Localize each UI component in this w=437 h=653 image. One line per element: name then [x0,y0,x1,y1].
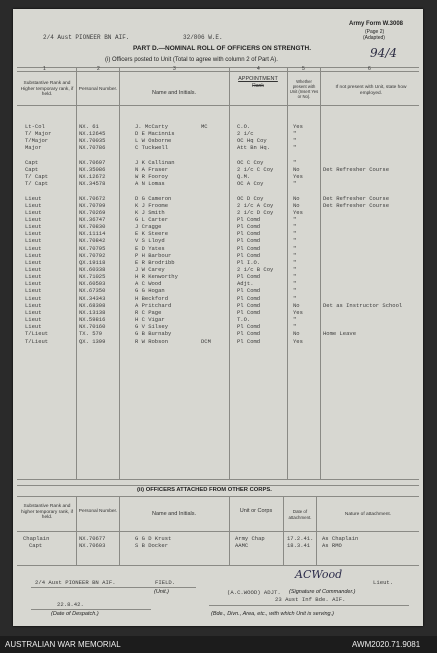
officer-number: NX.12645 [79,130,106,138]
s2-head-nature: Nature of attachment. [344,512,392,517]
col-num-4: 4 [257,66,260,72]
officer-appointment: Pl Comd [237,230,261,238]
despatch-label: (Date of Despatch.) [51,611,99,617]
officer-present: " [293,258,297,266]
officer-name: E D Yates [135,244,165,252]
s2-name: G G D Krust [135,535,172,542]
officer-appointment: Q.M. [237,173,251,181]
officer-number: NX.13138 [79,308,106,316]
officer-name: V S Lloyd [135,237,165,245]
officer-name: W R Fooroy [135,173,169,181]
col-num-3: 3 [173,66,176,72]
col-head-name: Name and Initials. [151,90,197,96]
officer-appointment: OC C Coy [237,158,264,166]
officer-number: QX. 1399 [79,337,106,345]
officer-appointment: OC A Coy [237,180,264,188]
s2-divider-1 [76,496,77,565]
officer-present: Yes [293,123,303,130]
officer-present: Yes [293,208,303,216]
officer-name: J K Callinan [135,158,175,166]
officer-appointment: Pl Comd [237,273,261,281]
col-head-not-present: If not present with Unit, state how employed. [335,85,407,96]
officer-name: E R Brodribb [135,258,175,266]
unit-header: 2/4 Aust PIONEER BN AIF. [43,34,130,41]
officer-present: " [293,144,297,152]
officer-number: NX.60338 [79,266,106,273]
officer-rank: Lieut [25,194,42,202]
officer-row [13,338,423,346]
s2-head-name: Name and Initials. [151,511,197,517]
s2-head-no: Personal Number. [78,509,118,514]
officer-appointment: Pl Comd [237,223,261,231]
officer-name: C Tuckwell [135,144,169,152]
s2-date: 17.2.41. [287,535,314,542]
officer-name: R W Robson [135,337,169,345]
s2-divider-4 [283,496,284,565]
officer-appointment: T.O. [237,316,251,324]
officer-appointment: Pl Comd [237,323,261,331]
officer-number: NX.59816 [79,316,106,324]
officer-name: G L Carter [135,215,169,223]
table-top-rule [17,67,419,68]
officer-number: NX.68308 [79,301,106,309]
officer-name: A N Lomas [135,180,165,188]
officer-present: No [293,201,300,209]
table-numbers-rule [17,71,419,72]
officer-appointment: Pl Comd [237,215,261,223]
handwritten-mark: 94/4 [370,46,397,60]
officer-present: Yes [293,308,303,316]
officer-appointment: Adjt. [237,280,254,288]
section2-top-rule [17,485,419,486]
table-bottom-rule [17,479,419,480]
signature-label: (Signature of Commander.) [289,589,356,595]
officer-number: NX.60503 [79,280,106,288]
officer-appointment: Pl Comd [237,237,261,245]
officer-rank: Lieut [25,223,42,231]
officer-number: TX. 579 [79,330,103,338]
sign-field: FIELD. [155,579,176,586]
officer-name: G G Hogan [135,287,165,295]
officer-number: NX.70672 [79,194,106,202]
officer-name: D E Macinnis [135,130,175,138]
officer-number: NX.70269 [79,208,106,216]
officer-employment: Home Leave [323,330,357,338]
table-header-rule [17,105,419,106]
officer-name: J. McCarty [135,123,169,130]
despatch-line [31,609,151,610]
section2-head-bottom [17,531,419,532]
s2-head-unit: Unit or Corps [239,508,273,514]
sign-officer: (A.C.WOOD) ADJT. [227,589,281,596]
officer-name: N A Fraser [135,165,169,173]
officer-rank: Lieut [25,280,42,288]
officer-rank: Lieut [25,244,42,252]
officer-number: NX.70830 [79,223,106,231]
officer-number: NX. 61 [79,123,99,130]
section1-title: (i) Officers posted to Unit (Total to agree with column 2 of Part A). [105,57,278,63]
page-note: (Page 2) [365,29,385,35]
col-num-1: 1 [43,66,46,72]
officer-number: NX.70792 [79,251,106,259]
officer-present: " [293,158,297,166]
officer-present: " [293,251,297,259]
officer-rank: Major [25,144,42,152]
officer-appointment: 2 i/c B Coy [237,266,274,273]
officer-present: No [293,330,300,338]
part-title: PART D.—NOMINAL ROLL OF OFFICERS ON STRENGTH. [133,45,312,52]
s2-unit: Army Chap [235,535,265,542]
officer-rank: Lieut [25,316,42,324]
officer-rank: Lt-Col [25,123,45,130]
officer-name: H R Kenworthy [135,273,178,281]
s2-rank: Chaplain [23,535,50,542]
unit-label: (Unit.) [154,589,169,595]
officer-number: NX.12672 [79,173,106,181]
officer-employment: Det Refresher Course [323,194,390,202]
officer-rank: Lieut [25,230,42,238]
officer-name: L W Osborne [135,137,172,145]
s2-date: 18.3.41 [287,542,311,549]
archive-footer [0,636,437,653]
officer-appointment: Pl Comd [237,330,261,338]
s2-unit: AAMC [235,542,249,549]
section2-title: (ii) OFFICERS ATTACHED FROM OTHER CORPS. [137,487,272,493]
officer-rank: Lieut [25,237,42,245]
officer-present: " [293,180,297,188]
officer-present: " [293,215,297,223]
col-head-present: Whether present with Unit (Insert Yes or No). [289,79,319,99]
officer-decoration: DCM [201,337,211,345]
officer-number: NX.36747 [79,215,106,223]
document-sheet [13,9,423,626]
officer-present: " [293,287,297,295]
officer-name: K J Smith [135,208,165,216]
officer-number: NX.71025 [79,273,106,281]
s2-divider-5 [316,496,317,565]
officer-number: NX.70786 [79,144,106,152]
officer-present: No [293,301,300,309]
col-num-6: 6 [368,66,371,72]
officer-appointment: Pl Comd [237,287,261,295]
s2-number: NX.70677 [79,535,106,542]
archive-reference: AWM2020.71.9081 [352,640,421,649]
officer-rank: Lieut [25,266,42,273]
officer-name: J W Carey [135,266,165,273]
officer-appointment: Pl Comd [237,244,261,252]
s2-head-date: Date of attachment. [288,509,312,520]
officer-name: D G Cameron [135,194,172,202]
officer-present: No [293,194,300,202]
officer-appointment: Att Bn Hq. [237,144,271,152]
officer-present: " [293,244,297,252]
s2-name: S B Docker [135,542,169,549]
officer-number: NX.70697 [79,158,106,166]
officer-rank: Capt [25,158,39,166]
officer-employment: Det Refresher Course [323,165,390,173]
officer-name: H Beckford [135,294,169,302]
officer-present: " [293,323,297,331]
officer-name: A C Wood [135,280,162,288]
officer-rank: Lieut [25,215,42,223]
officer-present: " [293,266,297,273]
officer-rank: Lieut [25,294,42,302]
officer-rank: Lieut [25,301,42,309]
col-num-2: 2 [97,66,100,72]
officer-rank: Lieut [25,273,42,281]
unit-line [31,587,196,588]
officer-number: NX.11114 [79,230,106,238]
officer-number: NX.35086 [79,165,106,173]
officer-rank: T/ Capt [25,180,49,188]
area-line [209,605,409,606]
officer-present: Yes [293,173,303,181]
officer-present: " [293,130,297,138]
officer-name: E K Steere [135,230,169,238]
officer-name: G B Burnaby [135,330,172,338]
col-head-appointment-struck: Rank [252,83,264,89]
officer-number: NX.34578 [79,180,106,188]
officer-number: NX.70035 [79,137,106,145]
officer-present: " [293,273,297,281]
commander-signature: ACWood [295,568,343,581]
form-ref: 32/806 W.E. [183,34,223,41]
col-num-5: 5 [302,66,305,72]
officer-appointment: Pl Comd [237,301,261,309]
officer-rank: T/ Major [25,130,52,138]
officer-name: G V Silsey [135,323,169,331]
officer-rank: Lieut [25,201,42,209]
officer-name: A Pritchard [135,301,172,309]
officer-present: " [293,280,297,288]
officer-present: No [293,165,300,173]
officer-appointment: 2 i/c D Coy [237,208,274,216]
officer-number: NX.34343 [79,294,106,302]
col-head-appointment: APPOINTMENT [238,76,278,82]
officer-rank: Lieut [25,258,42,266]
officer-rank: Capt [25,165,39,173]
officer-present: " [293,294,297,302]
officer-name: H C Vigar [135,316,165,324]
section2-bottom [17,565,419,566]
officer-name: K J Froome [135,201,169,209]
officer-present: " [293,237,297,245]
officer-appointment: Pl Comd [237,308,261,316]
officer-present: " [293,223,297,231]
officer-employment: Det as Instructor School [323,301,403,309]
officer-appointment: Pl I.O. [237,258,261,266]
officer-decoration: MC [201,123,208,130]
officer-rank: Lieut [25,308,42,316]
adapted-note: (Adapted) [363,35,385,41]
sign-unit: 2/4 Aust PIONEER BN AIF. [35,579,116,586]
officer-appointment: C.O. [237,123,251,130]
officer-appointment: Pl Comd [237,337,261,345]
s2-nature: As RMO [322,542,342,549]
officer-name: P H Barbour [135,251,172,259]
officer-number: NX.70795 [79,244,106,252]
officer-present: Yes [293,337,303,345]
sign-lieut: Lieut. [373,579,394,586]
attached-row [13,542,423,550]
officer-appointment: OC Hq Coy [237,137,267,145]
officer-rank: Lieut [25,251,42,259]
officer-rank: T/Lieut [25,337,49,345]
officer-number: NX.70709 [79,201,106,209]
sign-brigade: 23 Aust Inf Bde. AIF. [275,596,346,603]
s2-rank: Capt [29,542,43,549]
officer-rank: Lieut [25,287,42,295]
officer-present: " [293,230,297,238]
officer-rank: T/Lieut [25,330,49,338]
officer-present: " [293,316,297,324]
officer-appointment: OC D Coy [237,194,264,202]
officer-appointment: 2 i/c C Coy [237,165,274,173]
archive-name: AUSTRALIAN WAR MEMORIAL [5,640,121,649]
officer-appointment: 2 i/c [237,130,254,138]
officer-rank: T/ Capt [25,173,49,181]
officer-appointment: 2 i/c A Coy [237,201,274,209]
officer-employment: Det Refresher Course [323,201,390,209]
s2-divider-2 [119,496,120,565]
officer-number: NX.67350 [79,287,106,295]
col-head-rank: Substantive Rank and Higher temporary rank, if held. [20,81,74,98]
col-head-personal: Personal Number. [78,87,118,92]
s2-divider-3 [229,496,230,565]
form-number: Army Form W.3008 [349,21,404,27]
officer-rank: T/Major [25,137,49,145]
officer-number: NX.70842 [79,237,106,245]
s2-number: NX.70603 [79,542,106,549]
officer-appointment: Pl Comd [237,251,261,259]
officer-present: " [293,137,297,145]
despatch-date: 22.8.42. [57,601,84,608]
s2-nature: As Chaplain [322,535,359,542]
officer-number: NX.70160 [79,323,106,331]
officer-rank: Lieut [25,208,42,216]
officer-appointment: Pl Comd [237,294,261,302]
officer-number: QX.19118 [79,258,106,266]
s2-head-rank: Substantive Rank and higher temporary rank, if held. [21,504,73,521]
officer-name: R C Page [135,308,162,316]
officer-name: J Cragge [135,223,162,231]
area-label: (Bde., Divn., Area, etc., with which Unit is serving.) [211,611,334,617]
section2-head-top [17,496,419,497]
officer-rank: Lieut [25,323,42,331]
